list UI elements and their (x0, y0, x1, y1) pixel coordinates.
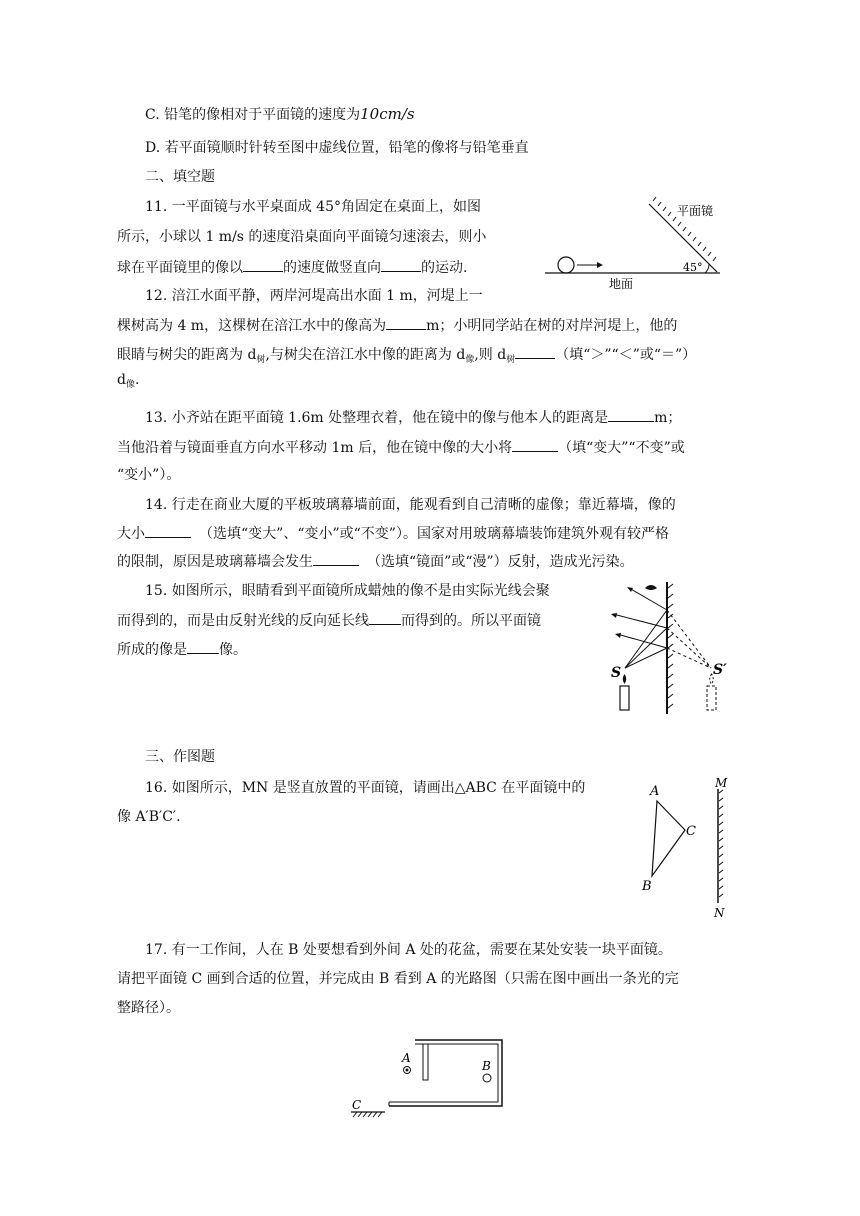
q12-line1: 12. 涪江水面平静，两岸河堤高出水面 1 m，河堤上一 (145, 288, 483, 304)
q12-l3d: （填“＞”“＜”或“＝”） (555, 347, 697, 363)
q13-l1: 13. 小齐站在距平面镜 1.6m 处整理衣着，他在镜中的像与他本人的距离是 (145, 410, 609, 426)
q17-line1: 17. 有一工作间，人在 B 处要想看到外间 A 处的花盆，需要在某处安装一块平面镜。 (145, 942, 672, 958)
label-s: S (611, 665, 622, 681)
label-n: N (714, 906, 725, 920)
q12-line2 (117, 314, 677, 335)
q15-blank-2[interactable] (187, 638, 219, 654)
q12-blank-2[interactable] (515, 343, 555, 359)
q14-blank-2[interactable] (313, 550, 359, 566)
q13-line2 (117, 436, 685, 457)
q15-l2a: 而得到的，而是由反射光线的反向延长线 (117, 613, 369, 629)
candle (620, 686, 629, 710)
q11-line2: 所示，小球以 1 m/s 的速度沿桌面向平面镜匀速滚去，则小 (117, 229, 487, 245)
q15-line1: 15. 如图所示，眼睛看到平面镜所成蜡烛的像不是由实际光线会聚 (145, 583, 550, 599)
label-c: C (686, 824, 696, 839)
q12-l2b: m；小明同学站在树的对岸河堤上，他的 (426, 318, 678, 334)
q12-sub-tree2: 树 (506, 355, 516, 365)
label-s-prime: S′ (713, 662, 727, 678)
q16-figure (630, 775, 740, 920)
label-c: C (352, 1098, 362, 1112)
q17-figure (345, 1030, 515, 1120)
label-a: A (402, 1051, 411, 1065)
q11-line1: 11. 一平面镜与水平桌面成 45°角固定在桌面上，如图 (145, 199, 481, 215)
q11-l3c: 的运动. (421, 260, 468, 276)
q13-l1b: m； (654, 410, 682, 426)
q15-l2b: 而得到的。所以平面镜 (401, 613, 541, 629)
q16-line2: 像 A′B′C′. (117, 809, 181, 825)
q12-line3 (117, 343, 696, 365)
label-b: B (482, 1059, 491, 1073)
q11-line3 (117, 256, 467, 277)
q14-line3 (117, 550, 634, 571)
q14-l2b: （选填“变大”、“变小”或“不变”）。国家对用玻璃幕墙装饰建筑外观有较严格 (199, 526, 669, 542)
option-c-text: C. 铅笔的像相对于平面镜的速度为 (145, 107, 361, 123)
q12-sub-image1: 像 (465, 355, 475, 365)
q14-line1: 14. 行走在商业大厦的平板玻璃幕墙前面，能观看到自己清晰的虚像；靠近幕墙，像的 (145, 497, 676, 513)
q14-l2a: 大小 (117, 526, 145, 542)
q15-blank-1[interactable] (369, 609, 401, 625)
q12-l3a: 眼睛与树尖的距离为 d (117, 347, 257, 363)
q17-line3: 整路径）。 (117, 1000, 180, 1016)
q13-l2a: 当他沿着与镜面垂直方向水平移动 1m 后，他在镜中像的大小将 (117, 440, 513, 456)
q12-l3b: ,与树尖在涪江水中像的距离为 d (265, 347, 466, 363)
q13-line1 (145, 406, 681, 427)
q13-blank-1[interactable] (608, 406, 654, 422)
label-m: M (715, 776, 728, 790)
q12-blank-1[interactable] (386, 314, 426, 330)
q14-line2 (117, 522, 669, 543)
q17-line2: 请把平面镜 C 画到合适的位置，并完成由 B 看到 A 的光路图（只需在图中画出一条光的完 (117, 971, 679, 987)
label-b: B (642, 879, 652, 894)
q12-l2a: 棵树高为 4 m，这棵树在涪江水中的像高为 (117, 318, 387, 334)
q14-blank-1[interactable] (145, 522, 191, 538)
q15-line3 (117, 638, 247, 659)
triangle-abc (652, 801, 685, 876)
q15-l3a: 所成的像是 (117, 642, 187, 658)
q12-l4b: . (134, 372, 140, 388)
section-fill-blank-heading: 二、填空题 (145, 169, 215, 185)
q11-blank-2[interactable] (381, 256, 421, 272)
q12-line4 (117, 372, 139, 390)
candle-image (707, 686, 716, 710)
angle-label: 45° (683, 261, 703, 274)
q11-l3b: 的速度做竖直向 (283, 260, 381, 276)
partition (423, 1044, 428, 1080)
option-c (145, 104, 415, 124)
q14-l3b: （选填“镜面”或“漫”）反射，造成光污染。 (367, 554, 634, 570)
q13-l2b: （填“变大”“不变”或 (558, 440, 685, 456)
section-drawing-heading: 三、作图题 (145, 749, 215, 765)
q14-l3a: 的限制，原因是玻璃幕墙会发生 (117, 554, 313, 570)
q11-l3a: 球在平面镜里的像以 (117, 260, 243, 276)
q13-line3: “变小”）。 (117, 467, 181, 483)
option-c-math: 10cm/s (360, 105, 415, 123)
q15-figure (605, 578, 730, 718)
q13-blank-2[interactable] (512, 436, 558, 452)
q16-line1: 16. 如图所示，MN 是竖直放置的平面镜，请画出△ABC 在平面镜中的 (145, 780, 586, 796)
q15-l3b: 像。 (219, 642, 247, 658)
q12-sub-image2: 像 (125, 380, 135, 390)
ball (558, 257, 574, 273)
ground-label: 地面 (609, 277, 634, 291)
q12-l3c: ,则 d (474, 347, 507, 363)
q12-sub-tree1: 树 (256, 355, 266, 365)
q12-l4a: d (117, 372, 126, 388)
q11-blank-1[interactable] (243, 256, 283, 272)
q15-line2 (117, 609, 541, 630)
label-a: A (650, 784, 660, 799)
eye-icon (645, 585, 657, 590)
option-d: D. 若平面镜顺时针转至图中虚线位置，铅笔的像将与铅笔垂直 (145, 140, 529, 156)
mirror-label: 平面镜 (677, 204, 714, 218)
q11-figure (545, 195, 735, 290)
person-b (483, 1074, 491, 1082)
